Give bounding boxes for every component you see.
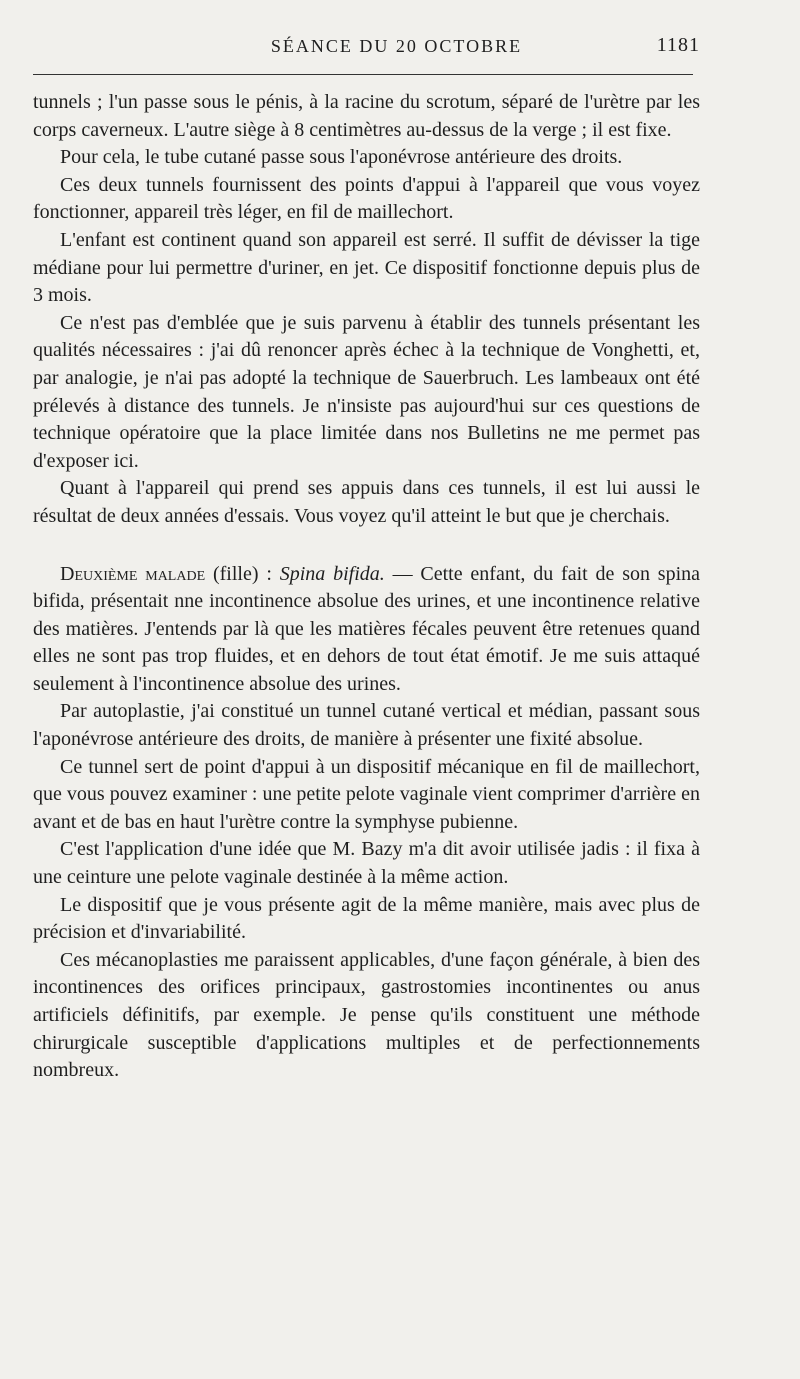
case-intro-text: — Cette enfant, du fait de son spina bifida, présentait nne incontinence absolue des urines, et une incontinence relative des matières. J'entends par là que les matières fécales peuvent être retenues quand elles ne sont pas trop fluides, et en dehors de tout état émotif. Je me suis attaqué seulement à l'incontinence absolue des urines. bbox=[33, 562, 701, 695]
paragraph: Quant à l'appareil qui prend ses appuis dans ces tunnels, il est lui aussi le résultat de deux années d'essais. Vous voyez qu'il atteint le but que je cherchais. bbox=[33, 477, 700, 527]
paragraph: Ce tunnel sert de point d'appui à un dispositif mécanique en fil de maillechort, que vous pouvez examiner : une petite pelote vaginale vient comprimer d'arrière en avant et de bas en haut l'urètre contre la symphyse pubienne. bbox=[33, 755, 700, 833]
paragraph: Par autoplastie, j'ai constitué un tunnel cutané vertical et médian, passant sous l'aponévrose antérieure des droits, de manière à présenter une fixité absolue. bbox=[33, 700, 700, 751]
paragraph-continuation: tunnels ; l'un passe sous le pénis, à la racine du scrotum, séparé de l'urètre par les corps caverneux. L'autre siège à 8 centimètres au-dessus de la verge ; il est fixe. bbox=[33, 91, 700, 141]
paragraph: Le dispositif que je vous présente agit de la même manière, mais avec plus de précision et d'invariabilité. bbox=[33, 893, 700, 944]
running-title: SÉANCE DU 20 OCTOBRE bbox=[270, 36, 523, 56]
paragraph: Ces deux tunnels fournissent des points d'appui à l'appareil que vous voyez fonctionner, appareil très léger, en fil de maillechort. bbox=[33, 173, 700, 224]
section-gap bbox=[33, 531, 700, 561]
page-number: 1181 bbox=[656, 34, 700, 56]
case-diagnosis: Spina bifida. bbox=[279, 562, 385, 585]
paragraph: Ces mécanoplasties me paraissent applicables, d'une façon générale, à bien des incontinences des orifices principaux, gastrostomies incontinentes ou anus artificiels définitifs, par exemple. Je pense qu'ils constituent une méthode chirurgicale susceptible d'applications multiples et de perfectionnements nombreux. bbox=[33, 948, 700, 1082]
paragraph: Ce n'est pas d'emblée que je suis parvenu à établir des tunnels présentant les qualités nécessaires : j'ai dû renoncer après échec à la technique de Vonghetti, et, par analogie, je n'ai pas adopté la technique de Sauerbruch. Les lambeaux ont été prélevés à distance des tunnels. Je n'insiste pas aujourd'hui sur ces questions de technique opératoire que la place limitée dans nos Bulletins ne me permet pas d'exposer ici. bbox=[33, 311, 700, 472]
case-label: Deuxième malade bbox=[60, 562, 206, 585]
running-header bbox=[33, 0, 700, 55]
paragraph: L'enfant est continent quand son appareil est serré. Il suffit de dévisser la tige médiane pour lui permettre d'uriner, en jet. Ce dispositif fonctionne depuis plus de 3 mois. bbox=[33, 228, 700, 307]
body-text bbox=[33, 89, 700, 1085]
second-case-intro bbox=[33, 561, 700, 699]
case-qualifier: (fille) : bbox=[212, 562, 272, 585]
paragraph: C'est l'application d'une idée que M. Bazy m'a dit avoir utilisée jadis : il fixa à une ceinture une pelote vaginale destinée à la même action. bbox=[33, 838, 700, 889]
paragraph: Pour cela, le tube cutané passe sous l'aponévrose antérieure des droits. bbox=[60, 146, 623, 169]
header-rule bbox=[33, 74, 693, 75]
